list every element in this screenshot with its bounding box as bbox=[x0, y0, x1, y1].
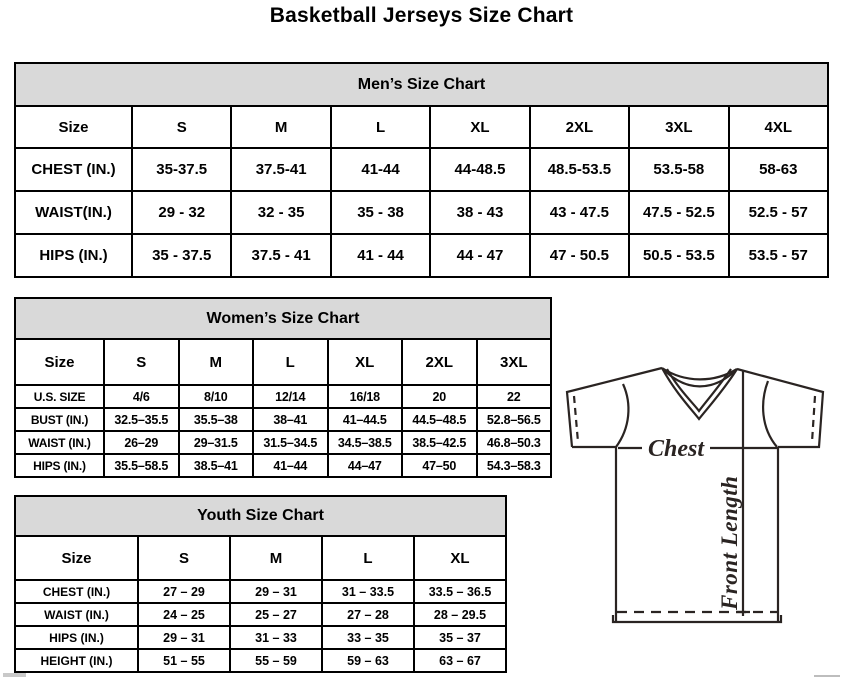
value-cell: 50.5 - 53.5 bbox=[629, 234, 728, 277]
row-label: HEIGHT (IN.) bbox=[15, 649, 138, 672]
value-cell: 38.5–42.5 bbox=[402, 431, 477, 454]
jersey-measurement-diagram bbox=[553, 356, 843, 638]
value-cell: 25 – 27 bbox=[230, 603, 322, 626]
value-cell: 22 bbox=[477, 385, 552, 408]
value-cell: 37.5-41 bbox=[231, 148, 330, 191]
scrollbar-artifact bbox=[814, 675, 840, 677]
row-label: Size bbox=[15, 106, 132, 148]
value-cell: 24 – 25 bbox=[138, 603, 230, 626]
table-row bbox=[15, 191, 828, 234]
table-row bbox=[15, 536, 506, 580]
value-cell: 32 - 35 bbox=[231, 191, 330, 234]
col-header: M bbox=[231, 106, 330, 148]
row-label: Size bbox=[15, 536, 138, 580]
scrollbar-artifact bbox=[3, 673, 26, 677]
value-cell: 59 – 63 bbox=[322, 649, 414, 672]
value-cell: 47–50 bbox=[402, 454, 477, 477]
col-header: S bbox=[138, 536, 230, 580]
value-cell: 35-37.5 bbox=[132, 148, 231, 191]
mens-size-table bbox=[14, 62, 829, 278]
col-header: M bbox=[230, 536, 322, 580]
jersey-outline bbox=[616, 447, 778, 622]
value-cell: 44-48.5 bbox=[430, 148, 529, 191]
row-label: HIPS (IN.) bbox=[15, 234, 132, 277]
col-header: L bbox=[322, 536, 414, 580]
value-cell: 38.5–41 bbox=[179, 454, 254, 477]
table-row bbox=[15, 603, 506, 626]
right-armhole-seam bbox=[763, 381, 777, 447]
value-cell: 35 – 37 bbox=[414, 626, 506, 649]
youth-size-table bbox=[14, 495, 507, 673]
value-cell: 46.8–50.3 bbox=[477, 431, 552, 454]
value-cell: 8/10 bbox=[179, 385, 254, 408]
table-row bbox=[15, 649, 506, 672]
youth-table-title: Youth Size Chart bbox=[15, 496, 506, 536]
table-row bbox=[15, 496, 506, 536]
row-label: WAIST (IN.) bbox=[15, 431, 104, 454]
table-row bbox=[15, 298, 551, 339]
value-cell: 31 – 33 bbox=[230, 626, 322, 649]
row-label: WAIST (IN.) bbox=[15, 603, 138, 626]
table-row bbox=[15, 234, 828, 277]
value-cell: 41–44 bbox=[253, 454, 328, 477]
value-cell: 29 - 32 bbox=[132, 191, 231, 234]
row-label: HIPS (IN.) bbox=[15, 626, 138, 649]
front-length-label: Front Length bbox=[717, 475, 742, 610]
table-row bbox=[15, 385, 551, 408]
value-cell: 27 – 29 bbox=[138, 580, 230, 603]
value-cell: 26–29 bbox=[104, 431, 179, 454]
value-cell: 35.5–38 bbox=[179, 408, 254, 431]
value-cell: 53.5-58 bbox=[629, 148, 728, 191]
left-sleeve-dashed-line bbox=[574, 396, 578, 442]
value-cell: 4/6 bbox=[104, 385, 179, 408]
table-row bbox=[15, 408, 551, 431]
value-cell: 29–31.5 bbox=[179, 431, 254, 454]
table-row bbox=[15, 580, 506, 603]
value-cell: 38 - 43 bbox=[430, 191, 529, 234]
col-header: S bbox=[104, 339, 179, 385]
col-header: L bbox=[331, 106, 430, 148]
value-cell: 33 – 35 bbox=[322, 626, 414, 649]
table-row bbox=[15, 454, 551, 477]
value-cell: 35 - 38 bbox=[331, 191, 430, 234]
mens-table-title: Men’s Size Chart bbox=[15, 63, 828, 106]
value-cell: 33.5 – 36.5 bbox=[414, 580, 506, 603]
value-cell: 41-44 bbox=[331, 148, 430, 191]
table-row bbox=[15, 626, 506, 649]
col-header: 3XL bbox=[629, 106, 728, 148]
row-label: CHEST (IN.) bbox=[15, 580, 138, 603]
col-header: XL bbox=[430, 106, 529, 148]
table-row bbox=[15, 63, 828, 106]
value-cell: 48.5-53.5 bbox=[530, 148, 629, 191]
value-cell: 52.5 - 57 bbox=[729, 191, 828, 234]
value-cell: 16/18 bbox=[328, 385, 403, 408]
value-cell: 41–44.5 bbox=[328, 408, 403, 431]
value-cell: 44 - 47 bbox=[430, 234, 529, 277]
row-label: HIPS (IN.) bbox=[15, 454, 104, 477]
col-header: S bbox=[132, 106, 231, 148]
value-cell: 34.5–38.5 bbox=[328, 431, 403, 454]
value-cell: 35.5–58.5 bbox=[104, 454, 179, 477]
value-cell: 12/14 bbox=[253, 385, 328, 408]
value-cell: 58-63 bbox=[729, 148, 828, 191]
value-cell: 47 - 50.5 bbox=[530, 234, 629, 277]
col-header: 3XL bbox=[477, 339, 552, 385]
row-label: Size bbox=[15, 339, 104, 385]
table-row bbox=[15, 431, 551, 454]
left-armhole-seam bbox=[616, 384, 628, 447]
value-cell: 55 – 59 bbox=[230, 649, 322, 672]
row-label: BUST (IN.) bbox=[15, 408, 104, 431]
col-header: 4XL bbox=[729, 106, 828, 148]
value-cell: 32.5–35.5 bbox=[104, 408, 179, 431]
col-header: M bbox=[179, 339, 254, 385]
value-cell: 44.5–48.5 bbox=[402, 408, 477, 431]
value-cell: 37.5 - 41 bbox=[231, 234, 330, 277]
value-cell: 31.5–34.5 bbox=[253, 431, 328, 454]
value-cell: 54.3–58.3 bbox=[477, 454, 552, 477]
chest-label: Chest bbox=[647, 436, 705, 462]
right-sleeve-dashed-line bbox=[812, 396, 815, 442]
jersey-outline bbox=[737, 369, 823, 447]
value-cell: 52.8–56.5 bbox=[477, 408, 552, 431]
value-cell: 47.5 - 52.5 bbox=[629, 191, 728, 234]
col-header: XL bbox=[414, 536, 506, 580]
womens-table-title: Women’s Size Chart bbox=[15, 298, 551, 339]
value-cell: 27 – 28 bbox=[322, 603, 414, 626]
table-row bbox=[15, 148, 828, 191]
row-label: U.S. SIZE bbox=[15, 385, 104, 408]
value-cell: 51 – 55 bbox=[138, 649, 230, 672]
page-title: Basketball Jerseys Size Chart bbox=[269, 4, 574, 27]
value-cell: 38–41 bbox=[253, 408, 328, 431]
value-cell: 53.5 - 57 bbox=[729, 234, 828, 277]
value-cell: 29 – 31 bbox=[230, 580, 322, 603]
table-row bbox=[15, 106, 828, 148]
value-cell: 29 – 31 bbox=[138, 626, 230, 649]
col-header: 2XL bbox=[530, 106, 629, 148]
value-cell: 41 - 44 bbox=[331, 234, 430, 277]
col-header: XL bbox=[328, 339, 403, 385]
table-row bbox=[15, 339, 551, 385]
value-cell: 28 – 29.5 bbox=[414, 603, 506, 626]
value-cell: 35 - 37.5 bbox=[132, 234, 231, 277]
value-cell: 20 bbox=[402, 385, 477, 408]
value-cell: 63 – 67 bbox=[414, 649, 506, 672]
value-cell: 43 - 47.5 bbox=[530, 191, 629, 234]
row-label: WAIST(IN.) bbox=[15, 191, 132, 234]
womens-size-table bbox=[14, 297, 552, 478]
row-label: CHEST (IN.) bbox=[15, 148, 132, 191]
col-header: L bbox=[253, 339, 328, 385]
jersey-hem bbox=[613, 615, 781, 622]
value-cell: 44–47 bbox=[328, 454, 403, 477]
col-header: 2XL bbox=[402, 339, 477, 385]
value-cell: 31 – 33.5 bbox=[322, 580, 414, 603]
